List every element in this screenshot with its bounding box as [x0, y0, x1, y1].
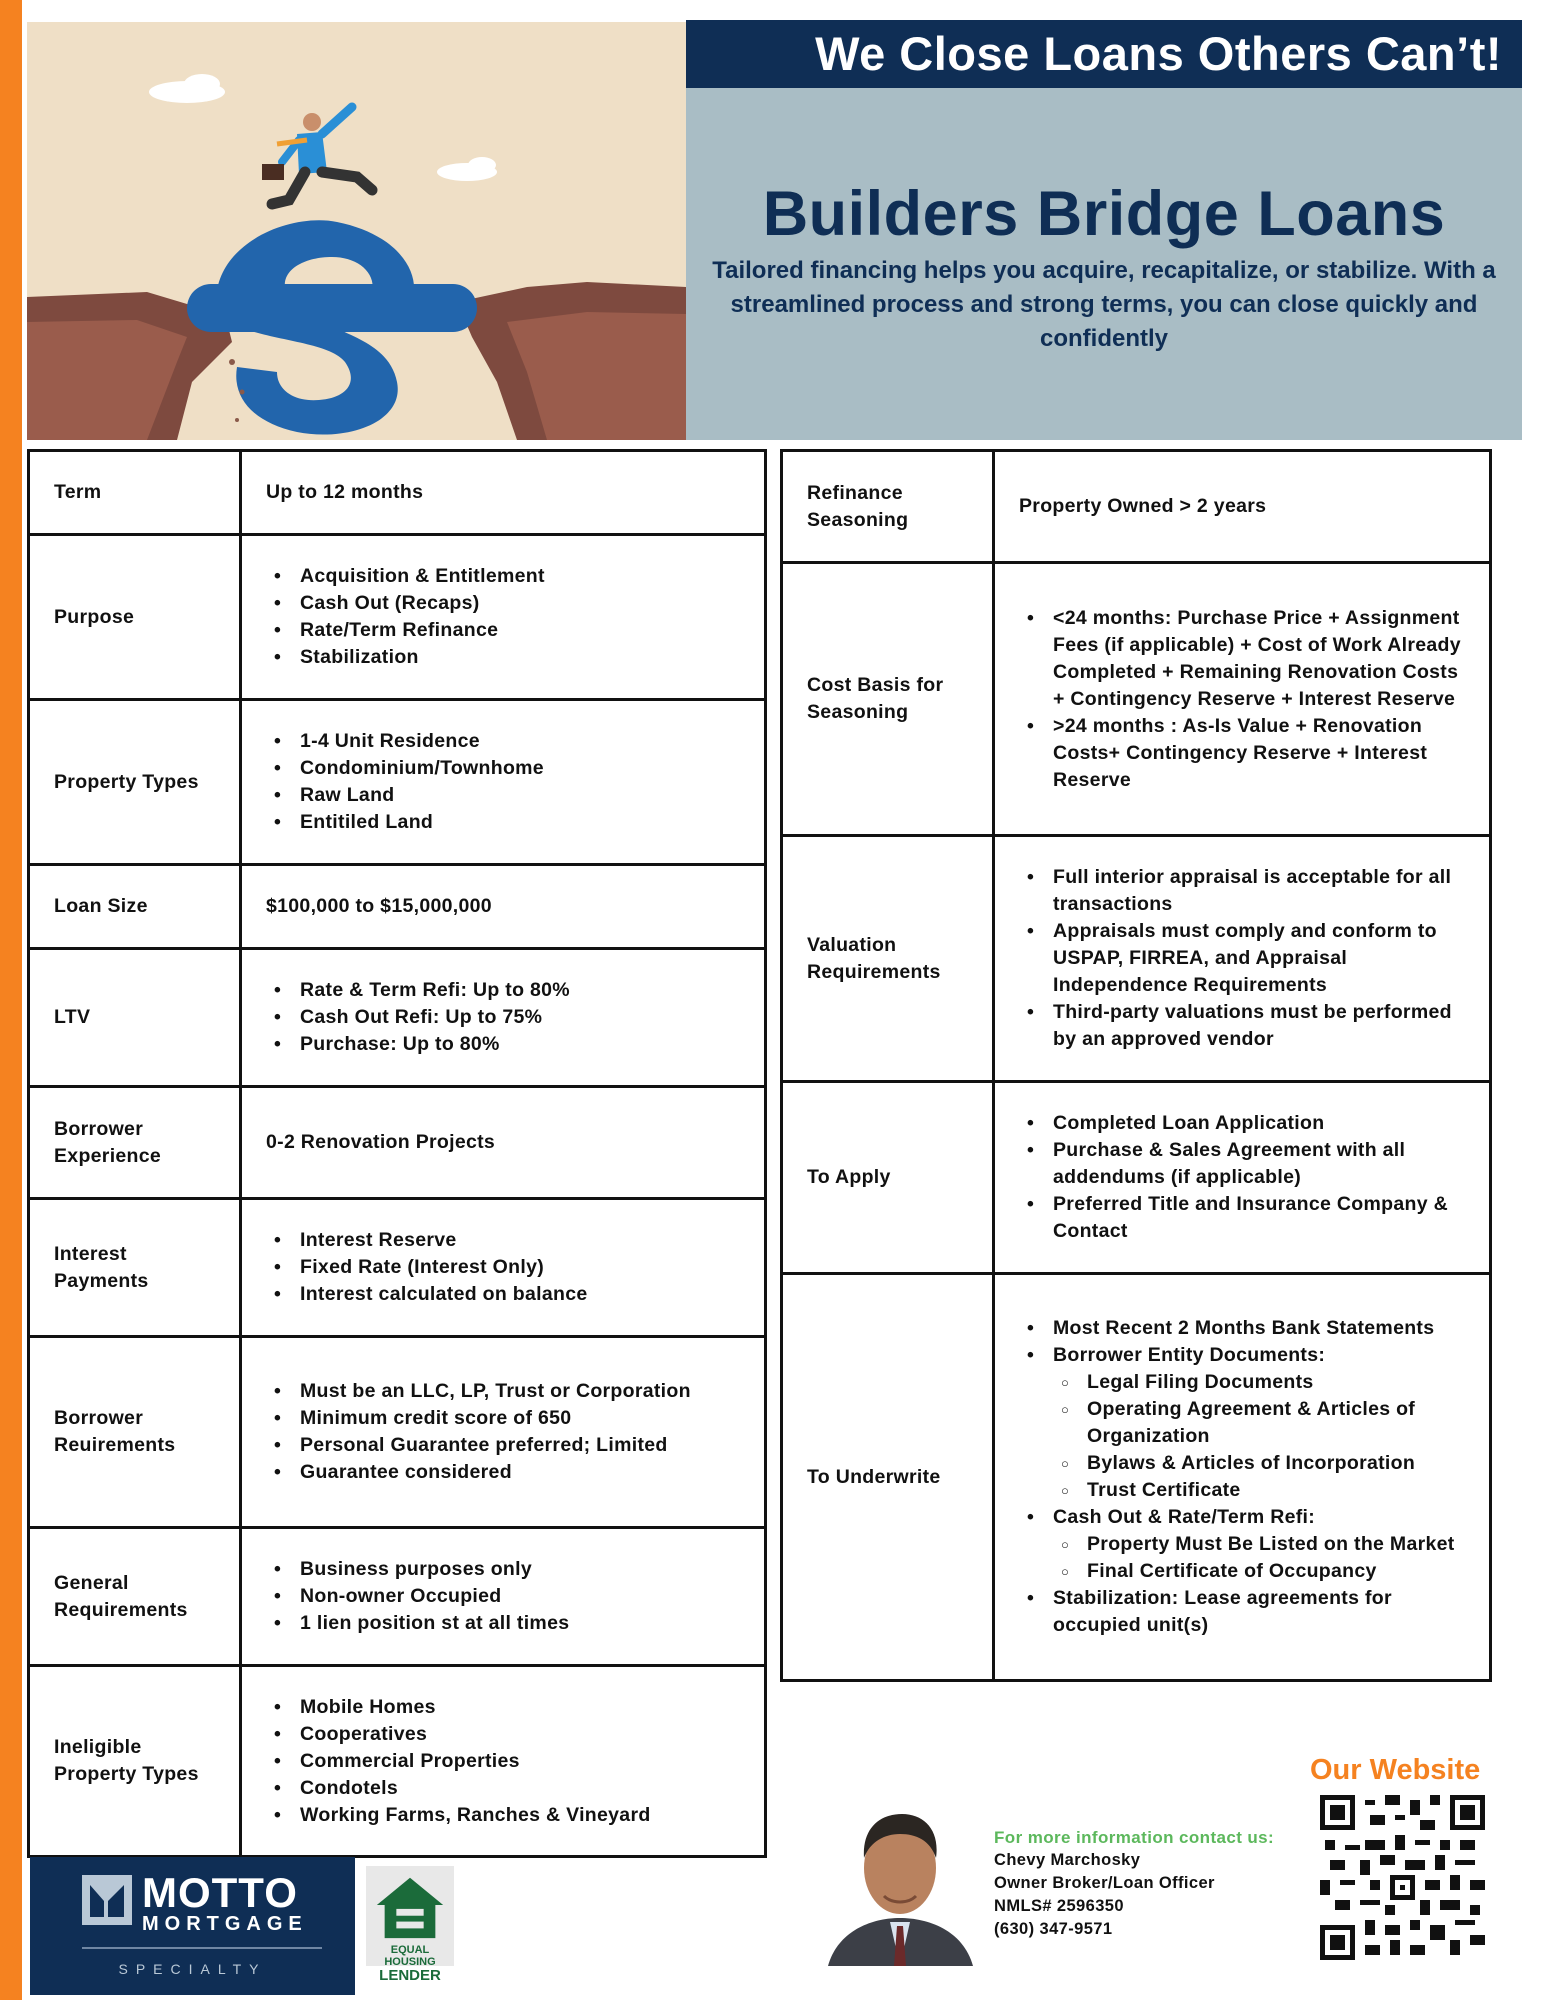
list-item: • <24 months: Purchase Price + Assignment Fees (if applicable) + Cost of Work Already Completed + Remaining Renovation Costs + Contingency Reserve + Interest Reserve	[1019, 605, 1475, 713]
list-item: • Business purposes only	[266, 1556, 750, 1583]
row-interest-payments	[29, 1199, 766, 1337]
motto-mortgage-logo	[30, 1857, 355, 1995]
row-ineligible-property-types	[29, 1666, 766, 1857]
equal-housing-text	[366, 1944, 454, 1983]
row-ltv	[29, 949, 766, 1087]
row-value	[241, 700, 766, 865]
list-item: • Guarantee considered	[266, 1459, 750, 1486]
hero-illustration	[27, 22, 686, 440]
orange-side-stripe	[0, 0, 22, 2000]
list-item: • Completed Loan Application	[1019, 1110, 1475, 1137]
row-borrower-experience	[29, 1087, 766, 1199]
row-value: $100,000 to $15,000,000	[241, 865, 766, 949]
motto-name: MOTTO	[142, 1869, 298, 1916]
list-item: • Rate/Term Refinance	[266, 617, 750, 644]
page-title: Builders Bridge Loans	[762, 179, 1446, 249]
list-item: • Minimum credit score of 650	[266, 1405, 750, 1432]
website-label: Our Website	[1310, 1754, 1481, 1786]
list-item: • Rate & Term Refi: Up to 80%	[266, 977, 750, 1004]
row-label: Ineligible Property Types	[29, 1666, 241, 1857]
list-item: • Raw Land	[266, 782, 750, 809]
row-general-requirements	[29, 1528, 766, 1666]
row-label: Cost Basis for Seasoning	[782, 563, 994, 836]
row-label: Interest Payments	[29, 1199, 241, 1337]
list-item: • 1 lien position st at all times	[266, 1610, 750, 1637]
bullet-list	[1019, 864, 1475, 1053]
contact-photo	[818, 1800, 983, 1966]
website-qr-code[interactable]	[1320, 1795, 1485, 1960]
row-value: 0-2 Renovation Projects	[241, 1087, 766, 1199]
bullet-list	[266, 563, 750, 671]
row-label: Loan Size	[29, 865, 241, 949]
list-item: • Interest calculated on balance	[266, 1281, 750, 1308]
row-value	[241, 1337, 766, 1528]
row-value: Up to 12 months	[241, 451, 766, 535]
hero-text-panel	[686, 88, 1522, 440]
loan-terms-table-right	[780, 449, 1492, 1682]
row-cost-basis	[782, 563, 1491, 836]
bullet-list	[266, 977, 750, 1058]
sub-list-item: ○ Bylaws & Articles of Incorporation	[1053, 1450, 1475, 1477]
ehl-line1: EQUAL HOUSING	[384, 1944, 436, 1968]
row-label: General Requirements	[29, 1528, 241, 1666]
row-label: Purpose	[29, 535, 241, 700]
row-value: Property Owned > 2 years	[994, 451, 1491, 563]
list-item: • Must be an LLC, LP, Trust or Corporation	[266, 1378, 750, 1405]
list-item: • Full interior appraisal is acceptable for all transactions	[1019, 864, 1475, 918]
headline-banner: We Close Loans Others Can’t!	[686, 20, 1522, 88]
row-borrower-requirements	[29, 1337, 766, 1528]
sub-list-item: ○ Property Must Be Listed on the Market	[1053, 1531, 1475, 1558]
contact-info	[994, 1826, 1274, 1941]
list-item-text: Cash Out & Rate/Term Refi:	[1053, 1506, 1316, 1528]
list-item: • Non-owner Occupied	[266, 1583, 750, 1610]
bullet-list	[1019, 1315, 1475, 1639]
list-item: • Cash Out Refi: Up to 75%	[266, 1004, 750, 1031]
logo-divider	[82, 1947, 322, 1949]
sub-list-item: ○ Legal Filing Documents	[1053, 1369, 1475, 1396]
list-item: • Condotels	[266, 1775, 750, 1802]
list-item: • Acquisition & Entitlement	[266, 563, 750, 590]
row-value	[994, 836, 1491, 1082]
bullet-list	[266, 1556, 750, 1637]
row-value	[241, 1199, 766, 1337]
sub-list-item: ○ Final Certificate of Occupancy	[1053, 1558, 1475, 1585]
row-label: To Underwrite	[782, 1274, 994, 1681]
row-value	[241, 1528, 766, 1666]
bridge-dollar-illustration	[27, 22, 686, 440]
row-property-types	[29, 700, 766, 865]
list-item: • Fixed Rate (Interest Only)	[266, 1254, 750, 1281]
contact-phone[interactable]: (630) 347-9571	[994, 1920, 1113, 1938]
motto-specialty-text: SPECIALTY	[118, 1961, 267, 1977]
contact-name: Chevy Marchosky	[994, 1851, 1141, 1869]
row-to-underwrite	[782, 1274, 1491, 1681]
row-value	[241, 535, 766, 700]
loan-terms-table-left	[27, 449, 767, 1858]
motto-mortgage-text: MORTGAGE	[142, 1913, 308, 1935]
motto-m-icon	[82, 1875, 132, 1925]
list-item: • >24 months : As-Is Value + Renovation Costs+ Contingency Reserve + Interest Reserve	[1019, 713, 1475, 794]
bullet-list	[266, 728, 750, 836]
contact-title: Owner Broker/Loan Officer	[994, 1874, 1215, 1892]
list-item: • Purchase & Sales Agreement with all addendums (if applicable)	[1019, 1137, 1475, 1191]
row-value	[994, 1082, 1491, 1274]
row-refinance-seasoning	[782, 451, 1491, 563]
sub-list	[1053, 1369, 1475, 1504]
contact-nmls: NMLS# 2596350	[994, 1897, 1124, 1915]
bullet-list	[266, 1378, 750, 1486]
row-valuation-requirements	[782, 836, 1491, 1082]
row-value	[994, 1274, 1491, 1681]
list-item: • Interest Reserve	[266, 1227, 750, 1254]
sub-list	[1053, 1531, 1475, 1585]
row-label: LTV	[29, 949, 241, 1087]
list-item: • Appraisals must comply and conform to USPAP, FIRREA, and Appraisal Independence Requirements	[1019, 918, 1475, 999]
list-item	[1019, 1342, 1475, 1504]
list-item: • Most Recent 2 Months Bank Statements	[1019, 1315, 1475, 1342]
sub-list-item: ○ Operating Agreement & Articles of Organization	[1053, 1396, 1475, 1450]
list-item: • Cash Out (Recaps)	[266, 590, 750, 617]
contact-lead: For more information contact us:	[994, 1828, 1275, 1847]
list-item: • Condominium/Townhome	[266, 755, 750, 782]
list-item: • Cooperatives	[266, 1721, 750, 1748]
bullet-list	[1019, 1110, 1475, 1245]
list-item: • Third-party valuations must be performed by an approved vendor	[1019, 999, 1475, 1053]
list-item: • Entitiled Land	[266, 809, 750, 836]
page-subtitle: Tailored financing helps you acquire, recapitalize, or stabilize. With a streamlined process and strong terms, you can close quickly and confidently	[712, 257, 1496, 352]
row-label: Borrower Experience	[29, 1087, 241, 1199]
list-item: • Mobile Homes	[266, 1694, 750, 1721]
sub-list-item: ○ Trust Certificate	[1053, 1477, 1475, 1504]
row-purpose	[29, 535, 766, 700]
bullet-list	[1019, 605, 1475, 794]
list-item: • Purchase: Up to 80%	[266, 1031, 750, 1058]
row-value	[241, 949, 766, 1087]
row-label: Borrower Reuirements	[29, 1337, 241, 1528]
list-item: • Personal Guarantee preferred; Limited	[266, 1432, 750, 1459]
list-item: • Stabilization	[266, 644, 750, 671]
list-item: • 1-4 Unit Residence	[266, 728, 750, 755]
row-value	[241, 1666, 766, 1857]
list-item	[1019, 1504, 1475, 1585]
row-label: To Apply	[782, 1082, 994, 1274]
row-loan-size	[29, 865, 766, 949]
row-term	[29, 451, 766, 535]
row-label: Refinance Seasoning	[782, 451, 994, 563]
row-label: Property Types	[29, 700, 241, 865]
list-item: • Preferred Title and Insurance Company & Contact	[1019, 1191, 1475, 1245]
list-item: • Stabilization: Lease agreements for occupied unit(s)	[1019, 1585, 1475, 1639]
bullet-list	[266, 1227, 750, 1308]
list-item: • Working Farms, Ranches & Vineyard	[266, 1802, 750, 1829]
row-to-apply	[782, 1082, 1491, 1274]
list-item-text: Borrower Entity Documents:	[1053, 1344, 1326, 1366]
bullet-list	[266, 1694, 750, 1829]
list-item: • Commercial Properties	[266, 1748, 750, 1775]
row-value	[994, 563, 1491, 836]
ehl-line2: LENDER	[379, 1967, 441, 1984]
row-label: Term	[29, 451, 241, 535]
row-label: Valuation Requirements	[782, 836, 994, 1082]
